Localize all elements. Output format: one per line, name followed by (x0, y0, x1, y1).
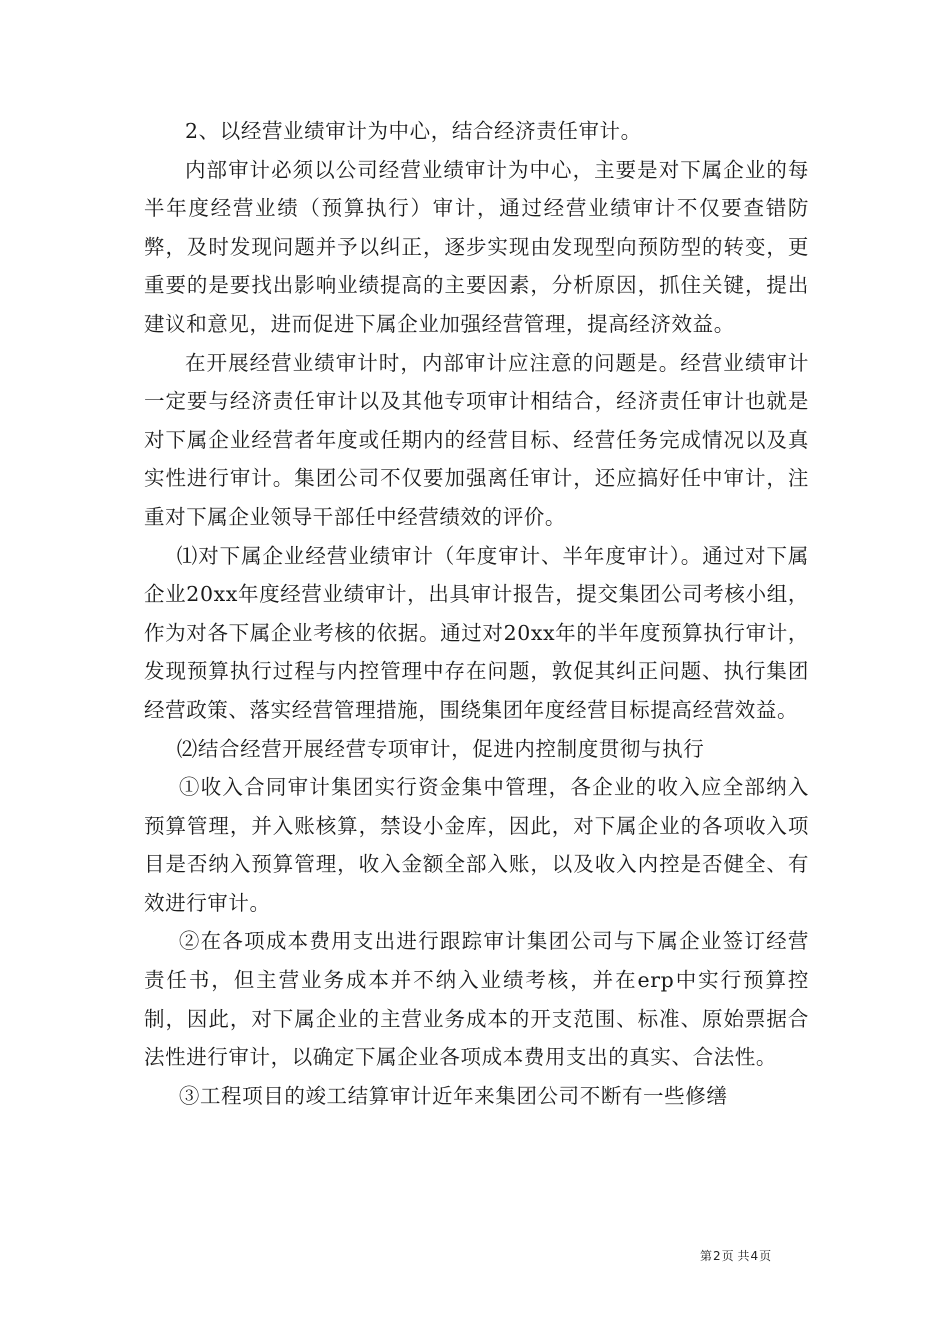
sub-list-item: ①收入合同审计集团实行资金集中管理，各企业的收入应全部纳入预算管理，并入账核算，禁设小金库，因此，对下属企业的各项收入项目是否纳入预算管理，收入金额全部入账，以及收入内控是否健全、有效进行审计。 (144, 775, 809, 915)
section-heading: 2、以经营业绩审计为中心，结合经济责任审计。 (185, 119, 642, 143)
footer-prefix: 第 (700, 1249, 713, 1263)
page-number-footer (700, 1248, 810, 1264)
footer-middle: 页 共 (721, 1249, 750, 1263)
paragraph: 内部审计必须以公司经营业绩审计为中心，主要是对下属企业的每半年度经营业绩（预算执行）审计，通过经营业绩审计不仅要查错防弊，及时发现问题并予以纠正，逐步实现由发现型向预防型的转变，更重要的是要找出影响业绩提高的主要因素，分析原因，抓住关键，提出建议和意见，进而促进下属企业加强经营管理，提高经济效益。 (144, 157, 809, 336)
paragraph: 在开展经营业绩审计时，内部审计应注意的问题是。经营业绩审计一定要与经济责任审计以及其他专项审计相结合，经济责任审计也就是对下属企业经营者年度或任期内的经营目标、经营任务完成情况以及真实性进行审计。集团公司不仅要加强离任审计，还应搞好任中审计，注重对下属企业领导干部任中经营绩效的评价。 (144, 350, 809, 529)
list-item: ⑵结合经营开展经营专项审计，促进内控制度贯彻与执行 (176, 736, 705, 761)
total-pages-number: 4 (750, 1249, 759, 1263)
current-page-number: 2 (713, 1249, 721, 1263)
sub-list-item: ③工程项目的竣工结算审计近年来集团公司不断有一些修缮 (178, 1083, 728, 1108)
list-item: ⑴对下属企业经营业绩审计（年度审计、半年度审计）。通过对下属企业20xx年度经营业绩审计，出具审计报告，提交集团公司考核小组，作为对各下属企业考核的依据。通过对20xx年的半年度预算执行审计，发现预算执行过程与内控管理中存在问题，敦促其纠正问题、执行集团经营政策、落实经营管理措施，围绕集团年度经营目标提高经营效益。 (144, 543, 809, 722)
footer-suffix: 页 (759, 1249, 772, 1263)
document-body (144, 112, 809, 1115)
sub-list-item: ②在各项成本费用支出进行跟踪审计集团公司与下属企业签订经营责任书，但主营业务成本并不纳入业绩考核，并在erp中实行预算控制，因此，对下属企业的主营业务成本的开支范围、标准、原始票据合法性进行审计，以确定下属企业各项成本费用支出的真实、合法性。 (144, 929, 809, 1070)
